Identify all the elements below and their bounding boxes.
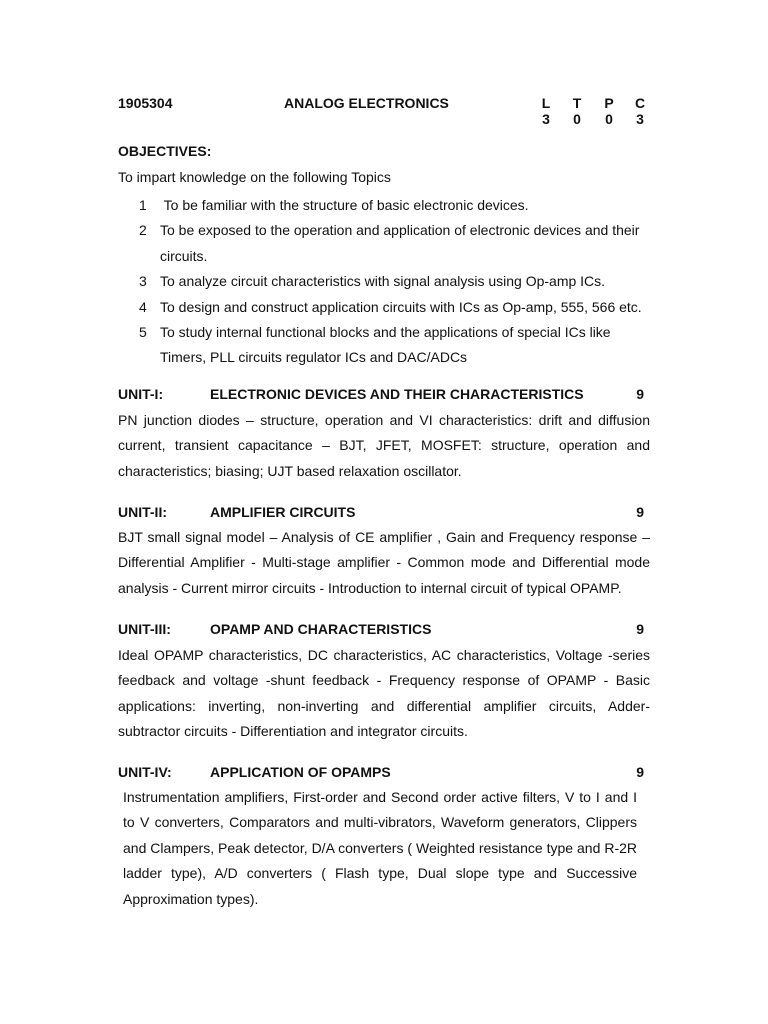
objective-text: To analyze circuit characteristics with signal analysis using Op-amp ICs.: [160, 273, 606, 290]
unit-2-content: BJT small signal model – Analysis of CE amplifier , Gain and Frequency response – Differential Amplifier - Multi-stage amplifier - Common mode and Differential mode analysis - Current mirror circuits - Introduction to internal circuit of typical OPAMP.: [118, 529, 650, 596]
unit-code: UNIT-III:: [118, 621, 171, 637]
course-code: 1905304: [118, 95, 173, 111]
objective-item: [118, 320, 658, 371]
ltpc-label-p: P: [604, 95, 614, 111]
ltpc-label-t: T: [572, 95, 582, 111]
objective-item: [118, 269, 658, 294]
unit-title: AMPLIFIER CIRCUITS: [210, 504, 356, 520]
objectives-list: [118, 193, 658, 371]
objectives-intro: To impart knowledge on the following Topics: [118, 169, 391, 185]
objective-item: [118, 295, 658, 320]
ltpc-value-t: 0: [573, 111, 581, 127]
unit-title: APPLICATION OF OPAMPS: [210, 764, 391, 780]
objective-text: To design and construct application circuits with ICs as Op-amp, 555, 566 etc.: [160, 298, 642, 315]
unit-1-content: PN junction diodes – structure, operation and VI characteristics: drift and diffusion current, transient capacitance – BJT, JFET, MOSFET: structure, operation and characteristics; biasing; UJT based relaxation oscillator.: [118, 412, 650, 479]
objective-number: 3: [139, 273, 147, 290]
unit-hours: 9: [636, 504, 644, 520]
objectives-heading: OBJECTIVES:: [118, 143, 212, 159]
objective-item: [118, 218, 658, 269]
unit-title: ELECTRONIC DEVICES AND THEIR CHARACTERISTICS: [210, 386, 584, 402]
objective-number: 1: [139, 197, 147, 213]
objective-text: To be exposed to the operation and application of electronic devices and their circuits.: [160, 222, 640, 264]
objective-text: To be familiar with the structure of basic electronic devices.: [160, 197, 529, 213]
unit-hours: 9: [636, 764, 644, 780]
unit-hours: 9: [636, 621, 644, 637]
ltpc-value-p: 0: [605, 111, 613, 127]
unit-code: UNIT-I:: [118, 386, 164, 402]
unit-code: UNIT-II:: [118, 504, 167, 520]
unit-4-content: Instrumentation amplifiers, First-order and Second order active filters, V to I and I to V converters, Comparators and multi-vibrators, Waveform generators, Clippers and Clampers, Peak detector, D/A converters ( Weighted resistance type and R-2R ladder type), A/D converters ( Flash type, Dual slope type and Successive Approximation types).: [123, 789, 637, 907]
ltpc-value-l: 3: [542, 111, 550, 127]
objective-number: 2: [139, 222, 147, 239]
course-title: ANALOG ELECTRONICS: [284, 95, 449, 111]
objective-text: To study internal functional blocks and the applications of special ICs like Timers, PLL circuits regulator ICs and DAC/ADCs: [160, 324, 611, 366]
objective-number: 4: [139, 298, 147, 315]
unit-title: OPAMP AND CHARACTERISTICS: [210, 621, 432, 637]
ltpc-label-c: C: [634, 95, 646, 111]
unit-code: UNIT-IV:: [118, 764, 172, 780]
unit-hours: 9: [636, 386, 644, 402]
objective-number: 5: [139, 324, 147, 341]
objective-item: [118, 193, 658, 218]
ltpc-label-l: L: [541, 95, 551, 111]
unit-3-content: Ideal OPAMP characteristics, DC characteristics, AC characteristics, Voltage -series feedback and voltage -shunt feedback - Frequency response of OPAMP - Basic applications: inverting, non-inverting and differential amplifier circuits, Adder-subtractor circuits - Differentiation and integrator circuits.: [118, 647, 650, 740]
ltpc-value-c: 3: [636, 111, 644, 127]
